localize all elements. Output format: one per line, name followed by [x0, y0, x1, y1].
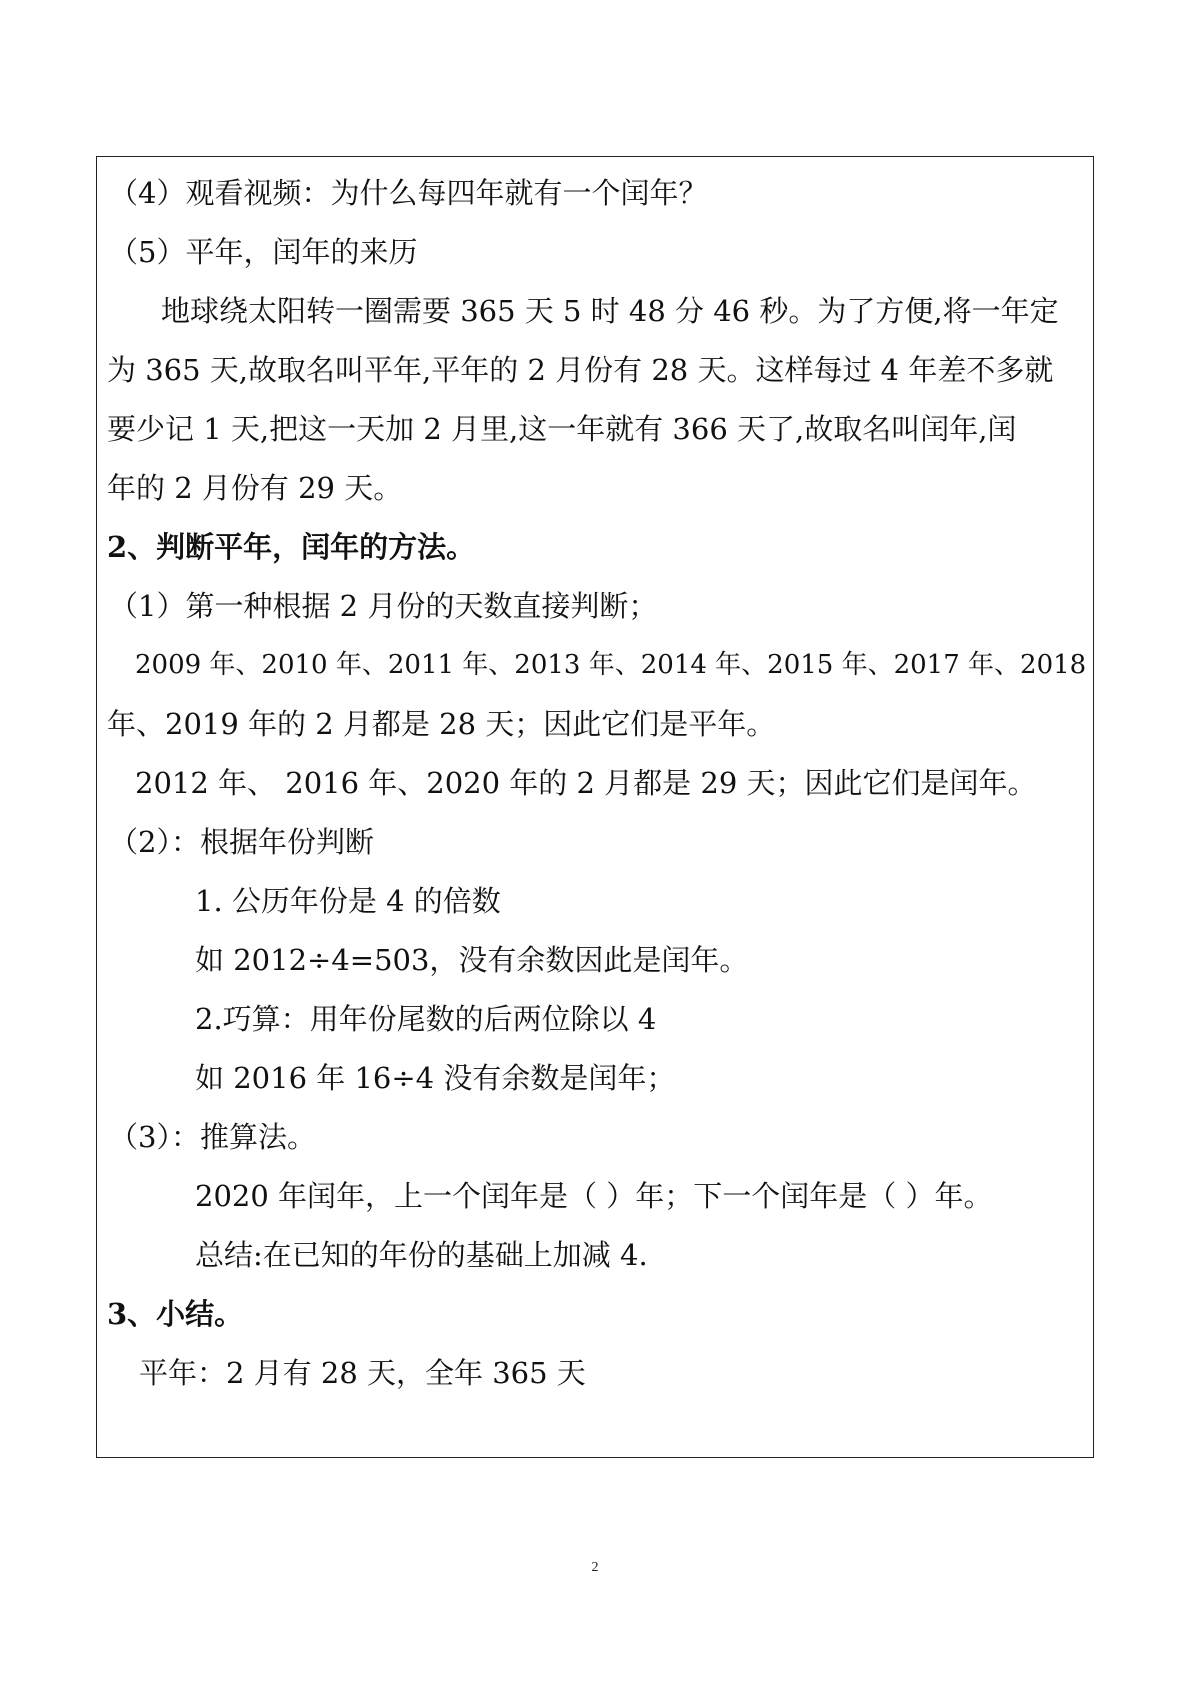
- origin-paragraph-line-1: 地球绕太阳转一圈需要 365 天 5 时 48 分 46 秒。为了方便,将一年定: [161, 294, 1059, 328]
- rule-multiple-of-4: 1. 公历年份是 4 的倍数: [195, 884, 501, 918]
- method-1-heading: （1）第一种根据 2 月份的天数直接判断；: [109, 589, 658, 623]
- item-watch-video: （4）观看视频：为什么每四年就有一个闰年？: [109, 176, 708, 210]
- page-number: 2: [591, 1560, 599, 1575]
- origin-paragraph-line-3: 要少记 1 天,把这一天加 2 月里,这一年就有 366 天了,故取名叫闰年,闰: [107, 412, 1017, 446]
- common-years-line-2: 年、2019 年的 2 月都是 28 天；因此它们是平年。: [107, 707, 776, 741]
- origin-paragraph-line-2: 为 365 天,故取名叫平年,平年的 2 月份有 28 天。这样每过 4 年差不多就: [107, 353, 1054, 387]
- common-years-line-1: 2009 年、2010 年、2011 年、2013 年、2014 年、2015 年、2017 年、2018: [135, 650, 1087, 680]
- content-frame: [96, 156, 1094, 1458]
- example-2012: 如 2012÷4=503，没有余数因此是闰年。: [195, 943, 749, 977]
- summary-common-year: 平年：2 月有 28 天，全年 365 天: [139, 1356, 586, 1390]
- example-2016: 如 2016 年 16÷4 没有余数是闰年；: [195, 1061, 676, 1095]
- section-3-heading: 3、小结。: [107, 1297, 244, 1331]
- method-3-heading: （3）：推算法。: [109, 1120, 316, 1154]
- item-origin-heading: （5）平年，闰年的来历: [109, 235, 418, 269]
- leap-years-line: 2012 年、 2016 年、2020 年的 2 月都是 29 天；因此它们是闰年。: [135, 766, 1037, 800]
- section-2-heading: 2、判断平年，闰年的方法。: [107, 530, 476, 564]
- reckoning-exercise: 2020 年闰年，上一个闰年是（ ）年；下一个闰年是（ ）年。: [195, 1179, 993, 1213]
- method-2-heading: （2）：根据年份判断: [109, 825, 374, 859]
- rule-shortcut: 2.巧算：用年份尾数的后两位除以 4: [195, 1002, 657, 1036]
- reckoning-summary: 总结:在已知的年份的基础上加减 4.: [195, 1238, 648, 1272]
- origin-paragraph-line-4: 年的 2 月份有 29 天。: [107, 471, 403, 505]
